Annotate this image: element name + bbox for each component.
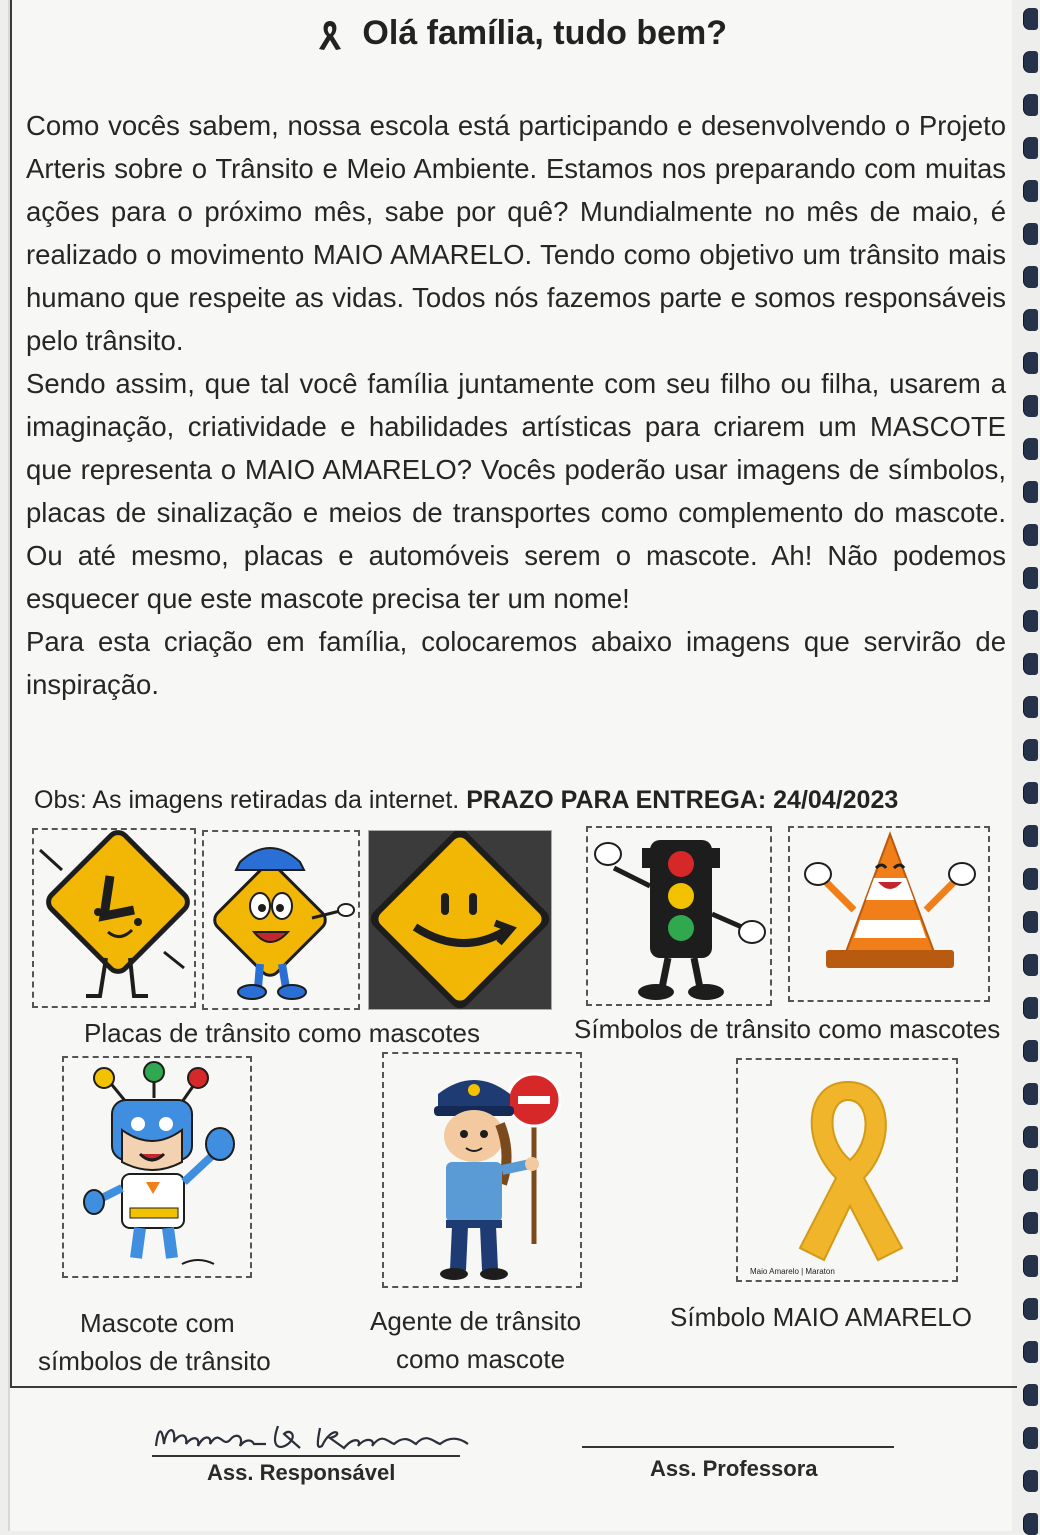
sign-mascot-image-3 xyxy=(368,830,552,1010)
professora-label: Ass. Professora xyxy=(650,1456,818,1481)
binding-ring xyxy=(1024,997,1038,1019)
ribbon-image-caption: Maio Amarelo | Maraton xyxy=(750,1267,835,1276)
binding-ring xyxy=(1024,1212,1038,1234)
responsavel-signature-line xyxy=(152,1455,460,1457)
caption-maio: Símbolo MAIO AMARELO xyxy=(670,1302,972,1332)
paragraph-3: Para esta criação em família, colocaremos abaixo imagens que servirão de inspiração. xyxy=(26,626,1006,700)
obs-text: Obs: As imagens retiradas da internet. xyxy=(34,786,460,814)
binding-ring xyxy=(1024,352,1038,374)
caption-mascote-line1: Mascote com xyxy=(80,1308,235,1338)
professora-signature-line xyxy=(582,1446,894,1448)
binding-ring xyxy=(1024,137,1038,159)
binding-ring xyxy=(1024,954,1038,976)
binding-ring xyxy=(1024,567,1038,589)
paragraph-1: Como vocês sabem, nossa escola está participando e desenvolvendo o Projeto Arteris sobre o Trânsito e Meio Ambiente. Estamos nos preparando com muitas ações para o próximo mês, sabe por quê? Mundialmente no mês de maio, é realizado o movimento MAIO AMARELO. Tendo como objetivo um trânsito mais humano que respeite as vidas. Todos nós fazemos parte e somos responsáveis pelo trânsito. xyxy=(26,110,1006,356)
binding-ring xyxy=(1024,481,1038,503)
intro-paragraph xyxy=(26,104,1006,706)
binding-ring xyxy=(1024,94,1038,116)
page-title xyxy=(0,14,1040,53)
traffic-light-mascot-image xyxy=(586,826,772,1006)
binding-ring xyxy=(1024,739,1038,761)
responsavel-label: Ass. Responsável xyxy=(207,1460,396,1485)
binding-ring xyxy=(1024,610,1038,632)
caption-simbolos: Símbolos de trânsito como mascotes xyxy=(574,1014,1001,1044)
caption-agente-line1: Agente de trânsito xyxy=(370,1306,582,1336)
observation-line xyxy=(34,786,898,815)
binding-ring xyxy=(1024,1341,1038,1363)
binding-ring xyxy=(1024,438,1038,460)
binding-ring xyxy=(1024,1384,1038,1406)
title-text: Olá família, tudo bem? xyxy=(362,14,728,52)
binding-ring xyxy=(1024,180,1038,202)
deadline-text: PRAZO PARA ENTREGA: 24/04/2023 xyxy=(466,786,899,814)
binding-ring xyxy=(1024,1513,1038,1535)
binding-ring xyxy=(1024,223,1038,245)
binding-ring xyxy=(1024,51,1038,73)
binding-ring xyxy=(1024,1169,1038,1191)
binding-ring xyxy=(1024,1040,1038,1062)
binding-ring xyxy=(1024,1427,1038,1449)
robot-mascot-image xyxy=(62,1056,252,1278)
caption-mascote-line2: símbolos de trânsito xyxy=(38,1346,271,1376)
binding-ring xyxy=(1024,395,1038,417)
binding-ring xyxy=(1024,309,1038,331)
binding-ring xyxy=(1024,1255,1038,1277)
binding-ring xyxy=(1024,1126,1038,1148)
binding-ring xyxy=(1024,782,1038,804)
binding-ring xyxy=(1024,696,1038,718)
binding-ring xyxy=(1024,266,1038,288)
cone-mascot-image xyxy=(788,826,990,1002)
caption-placas: Placas de trânsito como mascotes xyxy=(84,1018,480,1048)
traffic-agent-image xyxy=(382,1052,582,1288)
binding-ring xyxy=(1024,653,1038,675)
paragraph-2: Sendo assim, que tal você família juntamente com seu filho ou filha, usarem a imaginação, criatividade e habilidades artísticas para criarem um MASCOTE que representa o MAIO AMARELO? Vocês poderão usar imagens de símbolos, placas de sinalização e meios de transportes como complemento do mascote. Ou até mesmo, placas e automóveis serem o mascote. Ah! Não podemos esquecer que este mascote precisa ter um nome! xyxy=(26,368,1006,614)
caption-agente-line2: como mascote xyxy=(396,1344,566,1374)
binding-ring xyxy=(1024,1470,1038,1492)
binding-ring xyxy=(1024,1083,1038,1105)
binding-ring xyxy=(1024,825,1038,847)
sign-mascot-image-2 xyxy=(202,830,360,1010)
sign-mascot-image-1 xyxy=(32,828,196,1008)
ribbon-icon xyxy=(313,18,353,52)
binding-ring xyxy=(1024,524,1038,546)
binding-ring xyxy=(1024,868,1038,890)
binding-ring xyxy=(1024,911,1038,933)
binding-ring xyxy=(1024,1298,1038,1320)
maio-amarelo-ribbon-image xyxy=(736,1058,958,1282)
